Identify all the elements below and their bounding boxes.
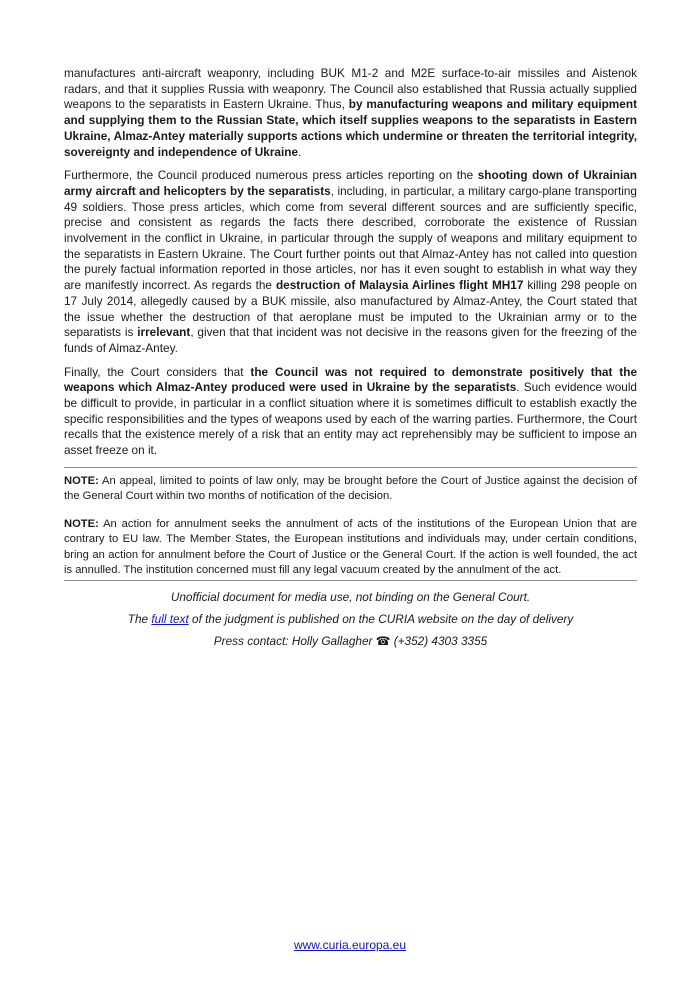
note-appeal [64, 474, 637, 504]
press-contact-text: Press contact: Holly Gallagher [213, 633, 376, 648]
bold-run: the Council was not required to demonstrate positively that the weapons which Almaz-Antey produced were used in Ukraine by the separatists [64, 364, 637, 395]
text-run: . Such evidence would be difficult to provide, in particular in a conflict situation where it is sometimes difficult to establish exactly the specific responsibilities and the types of weapons used by each of the warring parties. Furthermore, the Court recalls that the existence merely of a risk that an entity may act reprehensibly may be sufficient to impose an asset freeze on it. [64, 380, 637, 458]
unofficial-document-note: Unofficial document for media use, not binding on the General Court. [170, 590, 531, 605]
full-text-link[interactable]: full text [151, 611, 189, 626]
text-run: , given that that incident was not decisive in the reasons given for the freezing of the funds of Almaz-Antey. [64, 325, 637, 355]
curia-website-link[interactable]: www.curia.europa.eu [293, 938, 407, 952]
paragraph-press-articles [64, 168, 637, 356]
media-footer [64, 590, 637, 649]
paragraph-weapons-manufacture [64, 66, 637, 160]
bold-run: NOTE: [64, 474, 99, 487]
fulltext-line [64, 612, 637, 628]
bold-run: irrelevant [137, 325, 191, 340]
bold-run: shooting down of Ukrainian army aircraft and helicopters by the separatists [64, 168, 637, 198]
text-run: Furthermore, the Council produced numerous press articles reporting on the [64, 168, 478, 183]
bold-run: NOTE: [64, 518, 99, 531]
text-run: , including, in particular, a military cargo-plane transporting 49 soldiers. Those press articles, which come from several different sources and are sufficiently specific, precise and consistent as regards the facts there described, corroborate the existence of Russian involvement in the conflict in Ukraine, in particular through the supply of weapons and military equipment to the separatists in Eastern Ukraine. The Court further points out that Almaz-Antey has not called into question the purely factual information reported in those articles, nor has it even sought to establish in what way they are manifestly incorrect. As regards the [64, 183, 637, 293]
bold-run: destruction of Malaysia Airlines flight MH17 [275, 278, 524, 293]
text-run: Finally, the Court considers that [64, 364, 251, 379]
bold-run: by manufacturing weapons and military equipment and supplying them to the Russian State, which itself supplies weapons to the separatists in Eastern Ukraine, Almaz-Antey materially supports actions which undermine or threaten the territorial integrity, sovereignty and independence of Ukraine [64, 97, 637, 159]
document-body [64, 66, 637, 655]
text-run: killing 298 people on 17 July 2014, allegedly caused by a BUK missile, also manufactured by Almaz-Antey, the Court stated that the issue whether the destruction of that aeroplane must be imputed to the Ukrainian army or to the separatists is [64, 278, 637, 340]
text-run: An action for annulment seeks the annulment of acts of the institutions of the European Union that are contrary to EU law. The Member States, the European institutions and individuals may, under certain conditions, bring an action for annulment before the Court of Justice or the General Court. If the action is well founded, the act is annulled. The institution concerned must fill any legal vacuum created by the annulment of the act. [64, 518, 637, 576]
telephone-icon: ☎ [375, 633, 391, 648]
note-annulment [64, 517, 637, 578]
fulltext-suffix: of the judgment is published on the CURIA website on the day of delivery [188, 611, 574, 626]
text-run: An appeal, limited to points of law only, may be brought before the Court of Justice against the decision of the General Court within two months of notification of the decision. [64, 474, 637, 503]
text-run: manufactures anti-aircraft weaponry, including BUK M1-2 and M2E surface-to-air missiles and Aistenok radars, and that it supplies Russia with weaponry. The Council also established that Russia actually supplied weapons to the separatists in Eastern Ukraine. Thus, [64, 66, 637, 112]
text-run: . [298, 144, 302, 159]
press-contact-number: (+352) 4303 3355 [390, 633, 488, 648]
paragraph-council-evidence [64, 365, 637, 459]
fulltext-prefix: The [127, 611, 152, 626]
note-divider-top [64, 467, 637, 468]
page-footer [0, 936, 700, 954]
note-divider-bottom [64, 580, 637, 581]
press-contact-line [64, 634, 637, 650]
